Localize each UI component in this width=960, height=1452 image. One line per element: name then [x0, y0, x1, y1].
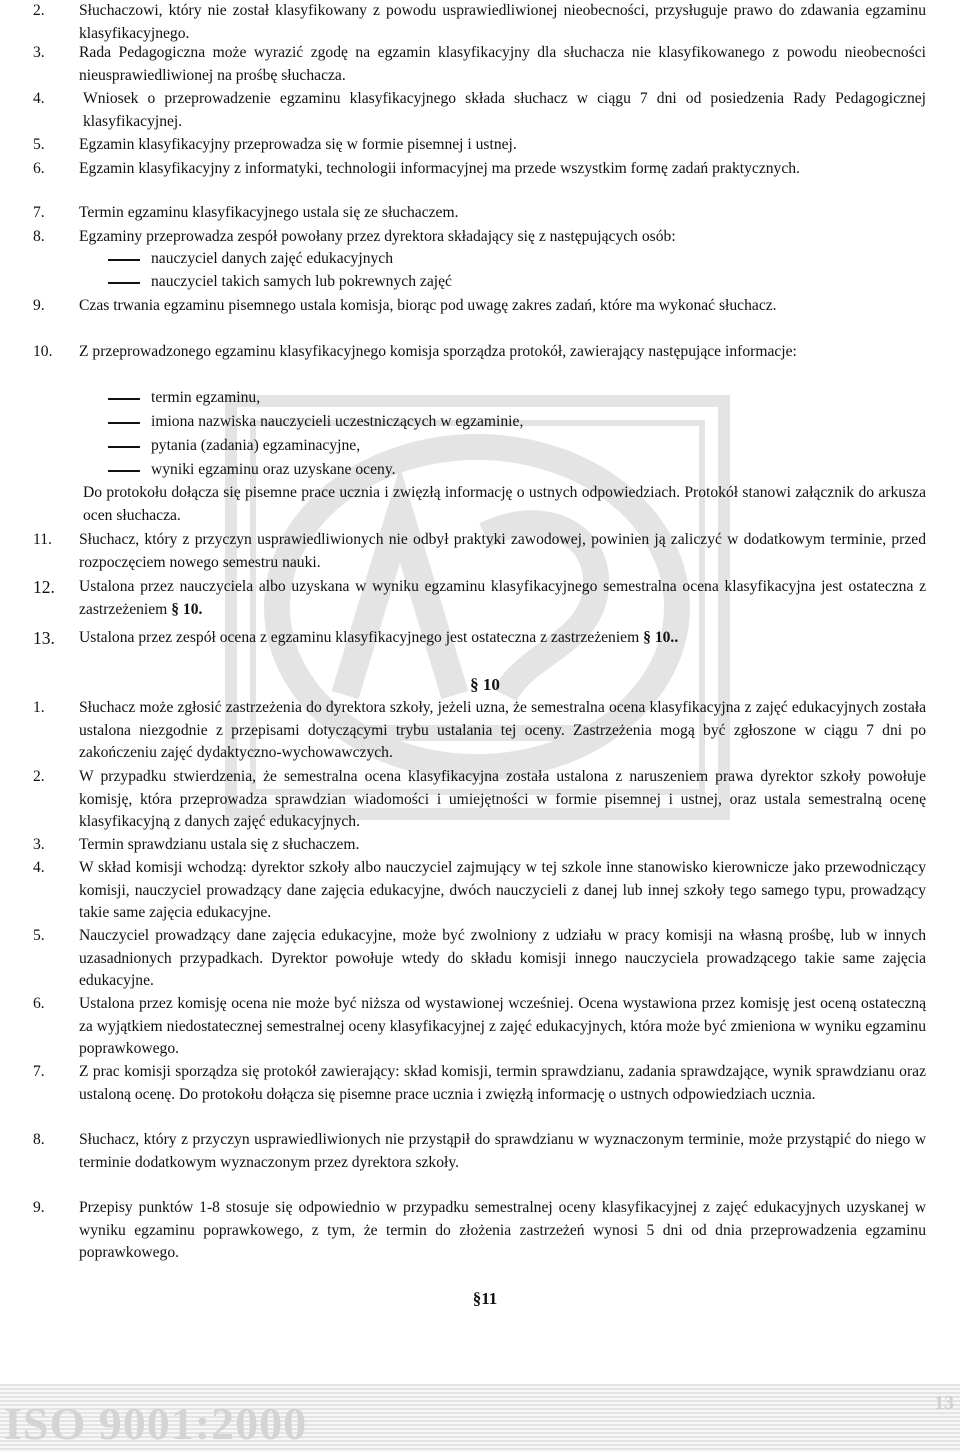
item-text: Nauczyciel prowadzący dane zajęcia edukacyjne, może być zwolniony z udziału w pracy komisji na własną prośbę, lub w innych uzasadnionych przypadkach. Dyrektor powołuje wtedy do składu komisji innego nauczyciela prowadzącego takie same zajęcia edukacyjne. — [79, 927, 926, 990]
item-number: 7. — [33, 1063, 45, 1080]
item-number: 9. — [33, 297, 45, 314]
section-heading — [0, 674, 960, 697]
item-text: Wniosek o przeprowadzenie egzaminu klasyfikacyjnego składa słuchacz w ciągu 7 dni od posiedzenia Rady Pedagogicznej klasyfikacyjnej. — [83, 90, 926, 130]
item-text: Czas trwania egzaminu pisemnego ustala komisja, biorąc pod uwagę zakres zadań, które ma wykonać słuchacz. — [79, 297, 777, 314]
item-number: 7. — [33, 204, 45, 221]
iso-certification-logo: ISO 9001:2000 — [4, 1398, 308, 1449]
item-number: 3. — [33, 836, 45, 853]
item-number: 9. — [33, 1199, 45, 1216]
item-text — [79, 627, 926, 650]
item-number: 11. — [33, 531, 52, 548]
item-text: Ustalona przez komisję ocena nie może być niższa od wystawionej wcześniej. Ocena wystawiona przez komisję jest oceną ostateczną za wyjątkiem niedostatecznej semestralnej oceny klasyfikacyjnej z zajęć edukacyjnych, która może być zmieniona w wyniku egzaminu poprawkowego. — [79, 995, 926, 1058]
item-text: Słuchaczowi, który nie został klasyfikowany z powodu usprawiedliwionej nieobecności, przysługuje prawo do zdawania egzaminu klasyfikacyjnego. — [79, 2, 926, 42]
item-number: 5. — [33, 136, 45, 153]
item-text: Egzamin klasyfikacyjny przeprowadza się w formie pisemnej i ustnej. — [79, 136, 517, 153]
item-number: 8. — [33, 228, 45, 245]
item-text-main: Ustalona przez nauczyciela albo uzyskana w wyniku egzaminu klasyfikacyjnego semestralna ocena klasyfikacyjna jest ostateczna z zastrzeżeniem — [79, 578, 926, 618]
item-text-main: Ustalona przez zespół ocena z egzaminu klasyfikacyjnego jest ostateczna z zastrzeżeniem — [79, 629, 640, 646]
section-heading-text: §11 — [472, 1289, 498, 1308]
page-number: 13 — [934, 1392, 954, 1414]
item-text: Słuchacz może zgłosić zastrzeżenia do dyrektora szkoły, jeżeli uzna, że semestralna ocena klasyfikacyjna z zajęć edukacyjnych została ustalona niezgodnie z przepisami dotyczącymi trybu ustalania tej oceny. Zastrzeżenia mogą być zgłoszone w ciągu 7 dni po zakończeniu zajęć dydaktyczno-wychowawczych. — [79, 699, 926, 762]
item-number: 6. — [33, 995, 45, 1012]
item-text: Egzamin klasyfikacyjny z informatyki, technologii informacyjnej ma przede wszystkim formę zadań praktycznych. — [79, 160, 800, 177]
dash-text: nauczyciel takich samych lub pokrewnych zajęć — [151, 273, 452, 290]
item-number: 1. — [33, 699, 45, 716]
dash-text: wyniki egzaminu oraz uzyskane oceny. — [151, 461, 396, 478]
item-number: 2. — [33, 768, 45, 785]
section-heading-text: § 10 — [470, 675, 500, 694]
item-number: 8. — [33, 1131, 45, 1148]
item-number: 5. — [33, 927, 45, 944]
item-number: 3. — [33, 44, 45, 61]
item-text: Termin egzaminu klasyfikacyjnego ustala się ze słuchaczem. — [79, 204, 459, 221]
dash-text: termin egzaminu, — [151, 389, 261, 406]
section-reference: § 10. — [171, 600, 203, 618]
item-number: 2. — [33, 2, 45, 19]
item-text: Słuchacz, który z przyczyn usprawiedliwionych nie odbył praktyki zawodowej, powinien ją zaliczyć w dodatkowym terminie, przed rozpoczęciem nowego semestru nauki. — [79, 531, 926, 571]
dash-text: imiona nazwiska nauczycieli uczestniczących w egzaminie, — [151, 413, 524, 430]
item-text: Termin sprawdzianu ustala się z słuchaczem. — [79, 836, 360, 853]
item-number: 13. — [33, 628, 55, 648]
item-text: Przepisy punktów 1-8 stosuje się odpowiednio w przypadku semestralnej oceny klasyfikacyjnej z zajęć edukacyjnych uzyskanej w wyniku egzaminu poprawkowego, z tym, że termin do złożenia zastrzeżeń wynosi 5 dni od dnia przeprowadzenia egzaminu poprawkowego. — [79, 1199, 926, 1262]
dash-text: nauczyciel danych zajęć edukacyjnych — [151, 250, 394, 267]
section-heading — [0, 1288, 960, 1311]
item-text: Z prac komisji sporządza się protokół zawierający: skład komisji, termin sprawdzianu, zadania sprawdzające, wynik sprawdzianu oraz ustaloną ocenę. Do protokołu dołącza się pisemne prace ucznia i zwięzłą informację o ustnych odpowiedziach ucznia. — [79, 1063, 926, 1103]
item-number: 4. — [33, 859, 45, 876]
item-text: W skład komisji wchodzą: dyrektor szkoły albo nauczyciel zajmujący w tej szkole inne stanowisko kierownicze jako przewodniczący komisji, nauczyciel prowadzący dane zajęcia edukacyjne, dwóch nauczycieli z danej lub innej szkoły tego samego typu, prowadzący takie same zajęcia edukacyjne. — [79, 859, 926, 922]
item-text — [79, 576, 926, 621]
item-number: 12. — [33, 577, 55, 597]
item-number: 4. — [33, 90, 45, 107]
item-number: 6. — [33, 160, 45, 177]
item-text: Z przeprowadzonego egzaminu klasyfikacyjnego komisja sporządza protokół, zawierający następujące informacje: — [79, 343, 797, 360]
protocol-note: Do protokołu dołącza się pisemne prace ucznia i zwięzłą informację o ustnych odpowiedziach. Protokół stanowi załącznik do arkusza ocen słuchacza. — [83, 484, 926, 524]
section-reference: § 10.. — [643, 629, 679, 646]
dash-text: pytania (zadania) egzaminacyjne, — [151, 437, 361, 454]
item-text: Egzaminy przeprowadza zespół powołany przez dyrektora składający się z następujących osób: — [79, 228, 676, 245]
item-text: Rada Pedagogiczna może wyrazić zgodę na egzamin klasyfikacyjny dla słuchacza nie klasyfikowanego z powodu nieobecności nieusprawiedliwionej na prośbę słuchacza. — [79, 44, 926, 84]
item-number: 10. — [33, 343, 53, 360]
item-text: Słuchacz, który z przyczyn usprawiedliwionych nie przystąpił do sprawdzianu w wyznaczonym terminie, może przystąpić do niego w terminie dodatkowym wyznaczonym przez dyrektora szkoły. — [79, 1131, 926, 1171]
item-text: W przypadku stwierdzenia, że semestralna ocena klasyfikacyjna została ustalona z naruszeniem prawa dyrektor szkoły powołuje komisję, która przeprowadza sprawdzian wiadomości i umiejętności w formie pisemnej i ustnej, oraz ustala semestralną ocenę klasyfikacyjną z danych zajęć edukacyjnych. — [79, 768, 926, 831]
